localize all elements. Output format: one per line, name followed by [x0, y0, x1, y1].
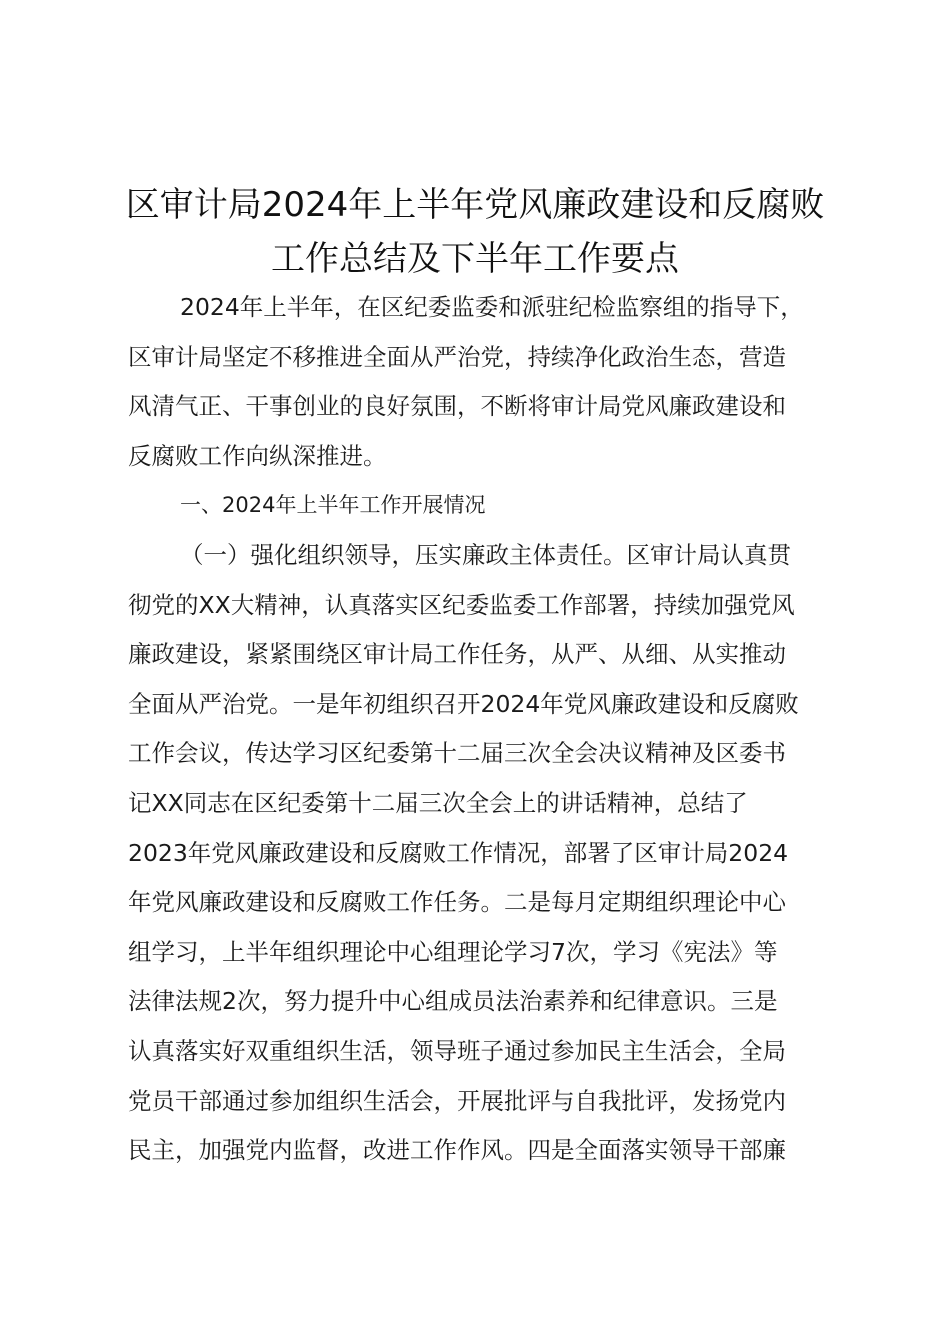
- paragraph-intro-line: 2024年上半年，在区纪委监委和派驻纪检监察组的指导下，: [180, 293, 804, 321]
- subsection-line: 廉政建设，紧紧围绕区审计局工作任务，从严、从细、从实推动: [128, 640, 786, 669]
- subsection-line: 记XX同志在区纪委第十二届三次全会上的讲话精神，总结了: [128, 788, 748, 817]
- subsection-line: 民主，加强党内监督，改进工作作风。四是全面落实领导干部廉: [128, 1136, 786, 1165]
- paragraph-intro-line: 风清气正、干事创业的良好氛围，不断将审计局党风廉政建设和: [128, 392, 786, 421]
- document-body: [128, 283, 868, 1176]
- subsection-line: 党员干部通过参加组织生活会，开展批评与自我批评，发扬党内: [128, 1086, 786, 1115]
- subsection-line: 法律法规2次，努力提升中心组成员法治素养和纪律意识。三是: [128, 987, 778, 1016]
- section-heading: 一、2024年上半年工作开展情况: [180, 493, 486, 518]
- subsection-line: 彻党的XX大精神，认真落实区纪委监委工作部署，持续加强党风: [128, 590, 795, 619]
- title-line-1: 区审计局2024年上半年党风廉政建设和反腐败: [125, 185, 825, 225]
- title-line-2: 工作总结及下半年工作要点: [271, 239, 679, 279]
- subsection-line: 年党风廉政建设和反腐败工作任务。二是每月定期组织理论中心: [128, 888, 786, 917]
- subsection-line: 2023年党风廉政建设和反腐败工作情况，部署了区审计局2024: [128, 838, 789, 867]
- subsection-line: 工作会议，传达学习区纪委第十二届三次全会决议精神及区委书: [128, 739, 786, 768]
- subsection-line: （一）强化组织领导，压实廉政主体责任。区审计局认真贯: [180, 540, 791, 569]
- document-title: [0, 178, 950, 286]
- paragraph-intro-line: 反腐败工作向纵深推进。: [128, 441, 387, 470]
- paragraph-intro-line: 区审计局坚定不移推进全面从严治党，持续净化政治生态，营造: [128, 342, 786, 371]
- subsection-line: 认真落实好双重组织生活，领导班子通过参加民主生活会，全局: [128, 1036, 786, 1065]
- subsection-line: 全面从严治党。一是年初组织召开2024年党风廉政建设和反腐败: [128, 689, 799, 718]
- subsection-line: 组学习，上半年组织理论中心组理论学习7次，学习《宪法》等: [128, 937, 778, 966]
